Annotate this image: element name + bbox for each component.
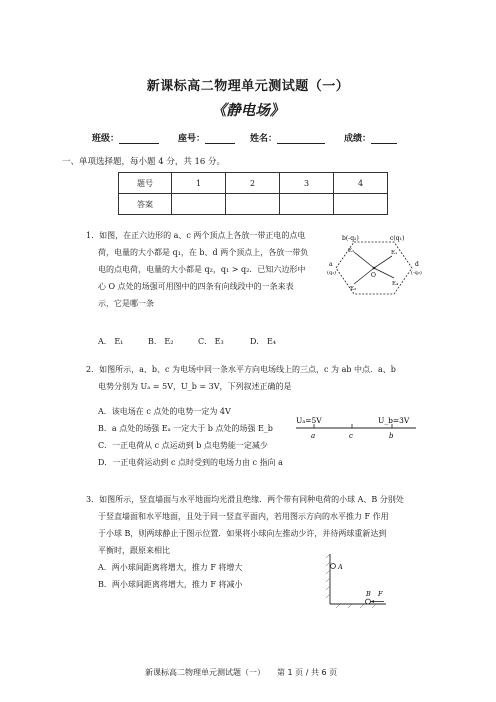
name-field (250, 131, 325, 144)
q3-option-b: B．两小球间距离将增大，推力 F 将减小 (98, 580, 243, 589)
point-c: c (349, 432, 353, 440)
wall-floor-figure (322, 552, 392, 610)
q2-options (98, 403, 318, 471)
question-line: 于竖直墙面和水平地面，且处于同一竖直平面内，若用图示方向的水平推力 F 作用 (98, 512, 389, 521)
question-line: 电的点电荷，电量的大小都是 q₂，q₁ > q₂．已知六边形中 (98, 265, 306, 274)
question-line: 1．如图，在正六边形的 a、c 两个顶点上各放一带正电的点电 (86, 231, 306, 240)
seat-blank (205, 134, 235, 144)
page-subtitle: 《静电场》 (211, 103, 285, 119)
table-cell: 1 (172, 173, 226, 194)
answer-cell[interactable] (280, 194, 334, 215)
ball-b-label: B (366, 590, 371, 598)
question-line: 3．如图所示，竖直墙面与水平地面均光滑且绝缘．两个带有同种电荷的小球 A、B 分别处 (86, 495, 404, 504)
score-label: 成绩： (344, 134, 372, 144)
class-blank (119, 134, 159, 144)
point-a: a (311, 432, 316, 440)
ball-a (331, 564, 336, 569)
ball-a-label: A (338, 563, 343, 571)
label-e1: E₁ (391, 250, 398, 256)
table-cell: 题号 (119, 173, 172, 194)
floor-hatch (348, 604, 352, 608)
table-row (119, 194, 388, 215)
table-cell: 2 (226, 173, 280, 194)
page-title: 新课标高二物理单元测试题（一） (146, 79, 350, 94)
ua-label: Uₐ=5V (296, 416, 322, 425)
label-d: d (415, 261, 419, 268)
question-line: 电势分别为 Uₐ = 5V，U_b = 3V，下列叙述正确的是 (98, 382, 292, 391)
vector-e2 (354, 252, 374, 268)
table-row (119, 173, 388, 194)
q3-options (98, 559, 318, 593)
answer-table (118, 172, 388, 215)
section-heading: 一、单项选择题，每小题 4 分，共 16 分。 (62, 157, 226, 167)
force-label: F (378, 590, 383, 598)
name-blank (277, 134, 325, 144)
table-cell: 4 (334, 173, 388, 194)
label-c: c(q₁) (390, 235, 405, 242)
question-line: 荷，电量的大小都是 q₁，在 b、d 两个顶点上，各放一带负 (98, 248, 309, 257)
class-field (92, 131, 159, 144)
vector-e4 (374, 268, 394, 278)
score-blank (371, 134, 397, 144)
q1-option-d: D． E₄ (250, 337, 277, 346)
wall-hatch (326, 586, 330, 590)
label-e4: E₄ (392, 281, 399, 287)
wall-hatch (326, 578, 330, 582)
q2-option-b: B．a 点处的场强 Eₐ 一定大于 b 点处的场强 E_b (98, 424, 273, 433)
label-a-charge: (q₁) (327, 270, 337, 276)
question-3 (86, 491, 426, 559)
floor-hatch (360, 604, 364, 608)
question-1 (86, 227, 326, 312)
q2-option-a: A．该电场在 c 点处的电势一定为 4V (98, 407, 231, 416)
page-footer: 新课标高二物理单元测试题（一） 第 1 页 / 共 6 页 (145, 668, 338, 677)
floor-hatch (372, 604, 376, 608)
seat-label: 座号： (178, 134, 206, 144)
field-line-figure (294, 414, 424, 442)
answer-cell[interactable] (334, 194, 388, 215)
vector-e1 (374, 256, 392, 268)
q1-option-c: C． E₃ (198, 337, 224, 346)
table-cell: 答案 (119, 194, 172, 215)
wall-hatch (326, 594, 330, 598)
q3-option-a: A．两小球间距离将增大，推力 F 将增大 (98, 563, 243, 572)
q2-option-d: D．一正电荷运动到 c 点时受到的电场力由 c 指向 a (98, 458, 283, 467)
score-field (344, 131, 397, 144)
q1-option-a: A． E₁ (98, 337, 124, 346)
force-arrowhead (371, 600, 374, 603)
seat-field (178, 131, 235, 144)
class-label: 班级： (92, 134, 120, 144)
point-b: b (389, 432, 394, 440)
question-line: 2．如图所示，a、b、c 为电场中同一条水平方向电场线上的三点，c 为 ab 中点．a、b (86, 365, 396, 374)
table-cell: 3 (280, 173, 334, 194)
label-a: a (329, 261, 333, 268)
question-line: 示，它是哪一条 (98, 299, 154, 308)
question-line: 于小球 B，则两球静止于图示位置．如果将小球向左推动少许，并待两球重新达到 (98, 529, 387, 538)
ball-b (366, 599, 371, 604)
name-label: 姓名： (250, 134, 278, 144)
question-2 (86, 361, 416, 395)
wall-hatch (326, 570, 330, 574)
ub-label: U_b=3V (378, 416, 410, 425)
hexagon-figure (326, 230, 426, 300)
q2-option-c: C．一正电荷从 c 点运动到 b 点电势能一定减少 (98, 441, 268, 450)
label-o: O (371, 272, 376, 279)
question-line: 心 O 点处的场强可用图中的四条有向线段中的一条来表 (98, 282, 294, 291)
q1-option-b: B． E₂ (148, 337, 174, 346)
label-b: b(-q₂) (342, 235, 359, 242)
question-line: 平衡时，跟原来相比 (98, 546, 170, 555)
wall-hatch (326, 554, 330, 558)
floor-hatch (336, 604, 340, 608)
label-d-charge: (-q₂) (411, 270, 422, 276)
answer-cell[interactable] (226, 194, 280, 215)
answer-cell[interactable] (172, 194, 226, 215)
wall-hatch (326, 562, 330, 566)
label-e3: E₃ (350, 286, 357, 292)
label-e2: E₂ (348, 248, 355, 254)
